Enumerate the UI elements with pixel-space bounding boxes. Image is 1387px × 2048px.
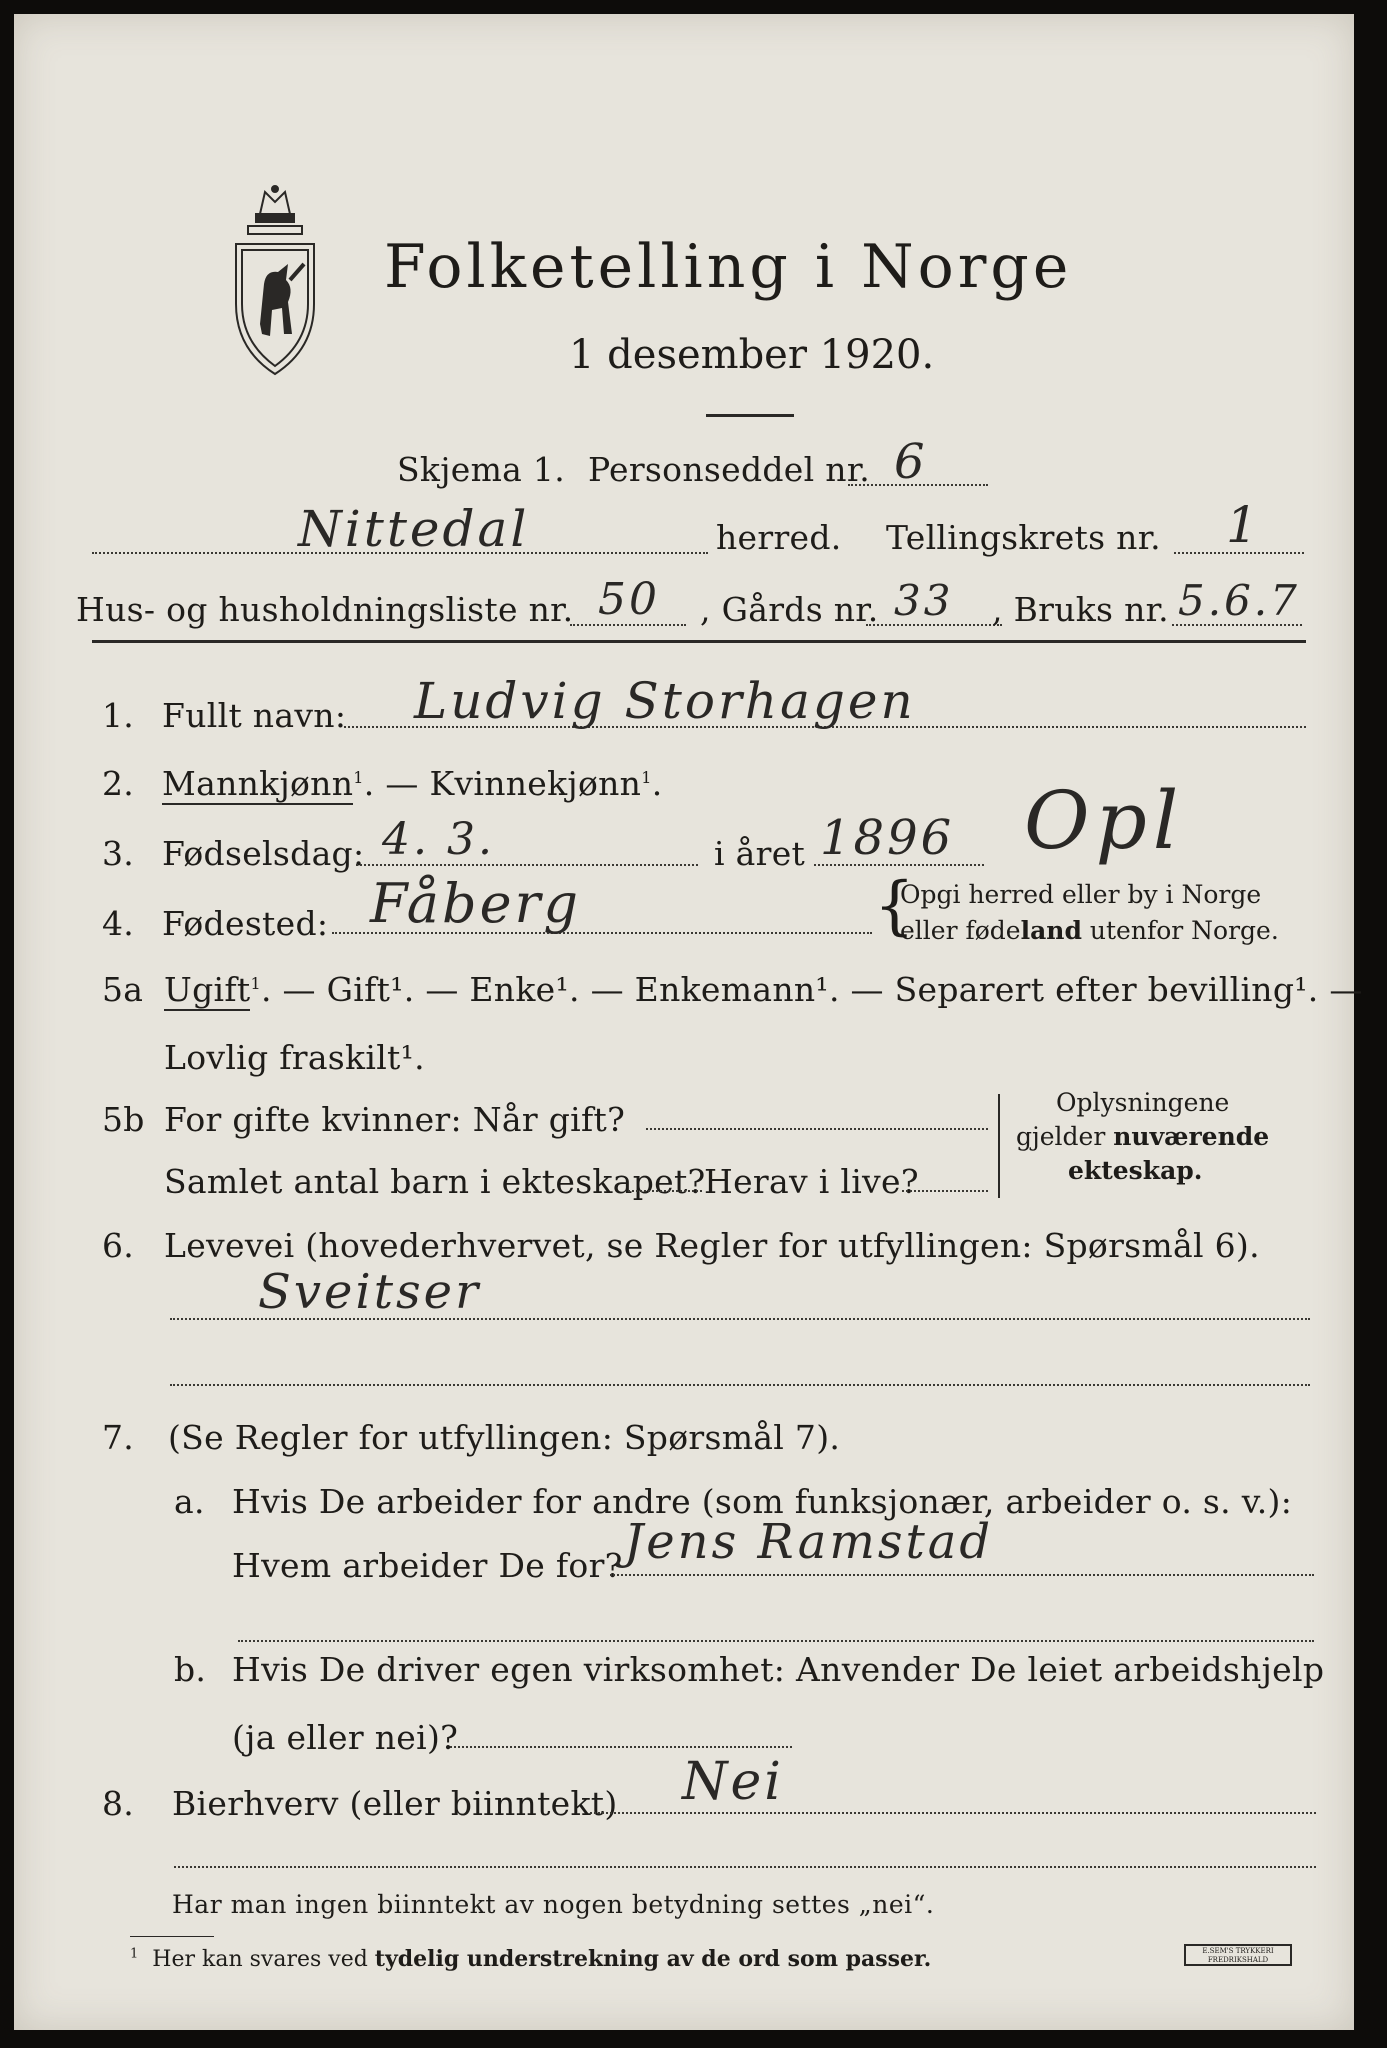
q4-note-line2 — [900, 916, 1279, 945]
q5b-line2b: Herav i live? — [704, 1162, 919, 1201]
personseddel-value: 6 — [894, 434, 928, 490]
tellingskrets-value: 1 — [1226, 496, 1261, 554]
q4-note-2b: land — [1020, 916, 1082, 945]
coat-of-arms-icon — [230, 184, 320, 384]
q3-note: Opl — [1024, 774, 1185, 867]
q8-number: 8. — [102, 1784, 135, 1823]
q2-sup-2: 1 — [641, 768, 652, 787]
q5b-note3: ekteskap. — [1068, 1156, 1203, 1185]
gards-label: , Gårds nr. — [700, 590, 879, 629]
q5b-line1: For gifte kvinner: Når gift? — [164, 1100, 626, 1139]
q2-options — [162, 764, 663, 803]
q5a-rest: . — Gift¹. — Enke¹. — Enkemann¹. — Separert efter bevilling¹. — — [260, 970, 1363, 1009]
q7a-field-2 — [238, 1640, 1314, 1642]
q2-number: 2. — [102, 764, 135, 803]
q2-sup-1: 1 — [353, 768, 364, 787]
q7-number: 7. — [102, 1418, 135, 1457]
form-date: 1 desember 1920. — [569, 332, 935, 378]
q4-label: Fødested: — [162, 904, 329, 943]
form-title: Folketelling i Norge — [384, 232, 1073, 302]
q6-label: Levevei (hovederhvervet, se Regler for utfyllingen: Spørsmål 6). — [164, 1226, 1260, 1265]
q8-field-1 — [590, 1812, 1316, 1814]
q5b-note2 — [1016, 1122, 1269, 1151]
q6-number: 6. — [102, 1226, 135, 1265]
footnote-a: Her kan svares ved — [152, 1947, 375, 1972]
tellingskrets-label: Tellingskrets nr. — [886, 518, 1161, 557]
q7b-line2: (ja eller nei)? — [232, 1718, 459, 1757]
q3-year-label: i året — [714, 834, 806, 873]
q7b-line1: Hvis De driver egen virksomhet: Anvender De leiet arbeidshjelp — [232, 1650, 1325, 1689]
q1-number: 1. — [102, 696, 135, 735]
footnote — [130, 1946, 931, 1972]
herred-label: herred. — [716, 518, 842, 557]
q2-sep: . — — [363, 764, 430, 803]
personseddel-label: Personseddel nr. — [588, 450, 871, 489]
q5a-line2: Lovlig fraskilt¹. — [164, 1038, 425, 1077]
q5a-number: 5a — [102, 970, 144, 1009]
q7-label: (Se Regler for utfyllingen: Spørsmål 7). — [168, 1418, 841, 1457]
q7b-field — [450, 1746, 792, 1748]
q5b-note2b: nuværende — [1113, 1122, 1270, 1151]
census-form — [14, 14, 1363, 2030]
q4-note-line1: Opgi herred eller by i Norge — [900, 880, 1262, 909]
q5a-options — [164, 970, 1363, 1009]
title-divider — [706, 414, 794, 417]
q7b-number: b. — [174, 1650, 207, 1689]
schema-label: Skjema 1. — [397, 450, 566, 489]
q2-mann: Mannkjønn — [162, 764, 354, 803]
q6-value: Sveitser — [258, 1264, 482, 1320]
q7a-field-1 — [610, 1574, 1314, 1576]
q7a-number: a. — [174, 1482, 205, 1521]
q1-value: Ludvig Storhagen — [414, 672, 916, 730]
household-list-value: 50 — [598, 574, 660, 625]
q4-brace: { — [874, 869, 915, 943]
q5a-ugift: Ugift — [164, 970, 251, 1009]
printer-stamp: E.SEM'S TRYKKERI FREDRIKSHALD — [1184, 1944, 1292, 1966]
q3-day-value: 4. 3. — [382, 814, 495, 865]
q4-value: Fåberg — [370, 872, 581, 935]
q8-field-2 — [174, 1866, 1316, 1868]
footnote-b: tydelig understrekning av de ord som passer. — [374, 1946, 932, 1972]
bruks-label: , Bruks nr. — [992, 590, 1169, 629]
q5b-live-field — [902, 1190, 988, 1192]
q5b-line2a: Samlet antal barn i ekteskapet? — [164, 1162, 706, 1201]
q4-number: 4. — [102, 904, 135, 943]
q4-note-2c: utenfor Norge. — [1081, 916, 1279, 945]
q7a-line2: Hvem arbeider De for? — [232, 1546, 623, 1585]
q3-year-value: 1896 — [820, 810, 955, 866]
q8-value: Nei — [682, 1752, 784, 1812]
bruks-value: 5.6.7 — [1178, 576, 1300, 625]
herred-value: Nittedal — [298, 500, 530, 558]
q5b-note2a: gjelder — [1016, 1122, 1114, 1151]
q5b-barn-field — [628, 1190, 702, 1192]
header-divider — [92, 640, 1306, 643]
q5b-number: 5b — [102, 1100, 145, 1139]
footnote-divider — [130, 1936, 214, 1937]
q4-note-2a: eller føde — [900, 916, 1021, 945]
footer-note: Har man ingen biinntekt av nogen betydning settes „nei“. — [172, 1890, 935, 1919]
q5a-sup: 1 — [250, 974, 261, 993]
q5b-gift-field — [646, 1128, 988, 1130]
footnote-num: 1 — [130, 1946, 139, 1962]
q6-field-2 — [170, 1384, 1310, 1386]
q1-label: Fullt navn: — [162, 696, 347, 735]
q2-kvinne: Kvinnekjønn — [429, 764, 642, 803]
gards-value: 33 — [894, 576, 954, 625]
q5b-bracket — [998, 1094, 1000, 1198]
q5b-note1: Oplysningene — [1056, 1088, 1230, 1117]
q8-label: Bierhverv (eller biinntekt) — [172, 1784, 618, 1823]
q7a-value: Jens Ramstad — [624, 1514, 994, 1570]
q3-number: 3. — [102, 834, 135, 873]
q7a-line1: Hvis De arbeider for andre (som funksjonær, arbeider o. s. v.): — [232, 1482, 1293, 1521]
household-list-label: Hus- og husholdningsliste nr. — [76, 590, 574, 629]
q3-label: Fødselsdag: — [162, 834, 365, 873]
q2-end: . — [651, 764, 663, 803]
